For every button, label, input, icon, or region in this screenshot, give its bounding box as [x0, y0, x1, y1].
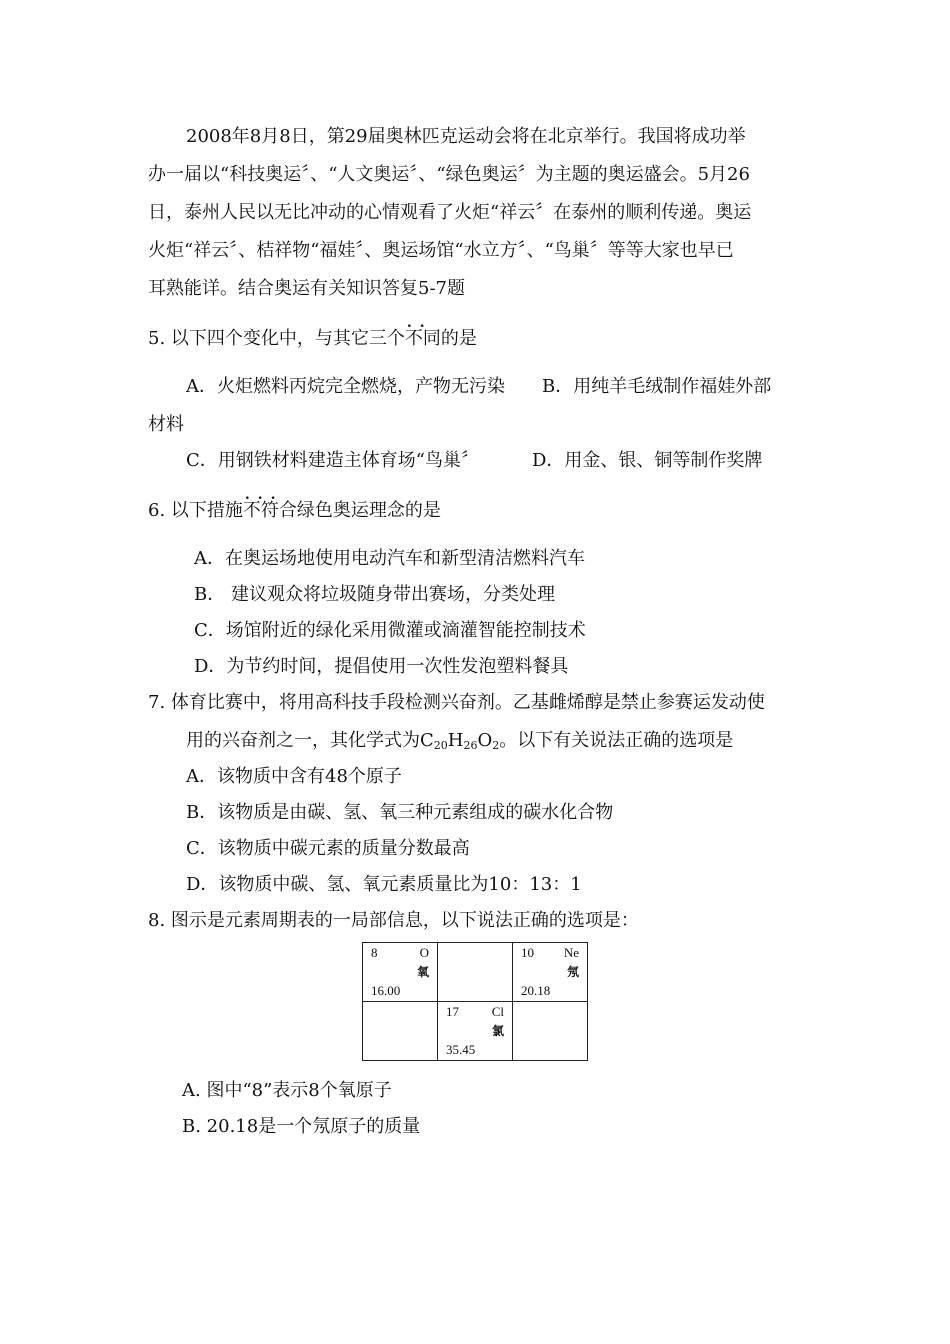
q5-stem-before: 5. 以下四个变化中，与其它三个: [148, 328, 405, 349]
q6-option-c: C．场馆附近的绿化采用微灌或滴灌智能控制技术: [194, 620, 586, 641]
q6-emphasis: [242, 487, 297, 522]
q7-option-b: B．该物质是由碳、氢、氧三种元素组成的碳水化合物: [186, 802, 614, 823]
neon-number: 10: [521, 945, 534, 960]
q7-stem-after: 。以下有关说法正确的选项是: [499, 730, 734, 751]
intro-line-5: 耳熟能详。结合奥运有关知识答复5-7题: [148, 278, 465, 299]
q5-emphasis: [404, 315, 441, 350]
formula-o-sub: 2: [492, 739, 500, 752]
q6-option-a: A．在奥运场地使用电动汽车和新型清洁燃料汽车: [194, 548, 585, 569]
q8-option-b: B. 20.18是一个氖原子的质量: [182, 1116, 421, 1137]
formula-c-sub: 20: [433, 739, 448, 752]
neon-symbol: Ne: [563, 945, 579, 960]
q5-option-b: B．用纯羊毛绒制作福娃外部: [542, 376, 772, 397]
intro-line-3: 日，泰州人民以无比冲动的心情观看了火炬“祥云〞在泰州的顺利传递。奥运: [148, 202, 752, 223]
neon-name: 氖: [566, 965, 579, 979]
formula-c: C: [420, 730, 434, 751]
q7-stem-line-2: [186, 730, 733, 752]
q5-option-d: D．用金、银、铜等制作奖牌: [532, 450, 763, 471]
q6-option-b: B． 建议观众将垃圾随身带出赛场，分类处理: [194, 584, 555, 605]
q6-emphasis-dots: ...: [244, 487, 284, 503]
neon-mass: 20.18: [521, 983, 551, 998]
element-cell-neon: [513, 943, 588, 1002]
q5-emphasis-text: 不同: [404, 328, 441, 349]
q6-emphasis-text: 不符合: [242, 500, 297, 521]
chlorine-symbol: Cl: [491, 1004, 504, 1019]
q6-stem-before: 6. 以下措施: [148, 500, 243, 521]
oxygen-number: 8: [371, 945, 378, 960]
chemical-formula: [420, 730, 499, 751]
formula-h-sub: 26: [463, 739, 478, 752]
q7-option-c: C．该物质中碳元素的质量分数最高: [186, 838, 470, 859]
oxygen-name: 氧: [416, 965, 429, 979]
q7-stem-before: 用的兴奋剂之一，其化学式为: [186, 730, 420, 751]
oxygen-symbol: O: [419, 945, 429, 960]
element-cell-empty-3: [513, 1002, 588, 1061]
intro-line-2: 办一届以“科技奥运〞、“人文奥运〞、“绿色奥运〞为主题的奥运盛会。5月26: [148, 164, 750, 185]
q5-stem: [148, 315, 477, 350]
periodic-table-excerpt: [362, 942, 588, 1061]
q8-stem: 8. 图示是元素周期表的一局部信息，以下说法正确的选项是：: [148, 910, 639, 931]
q6-stem-after: 绿色奥运理念的是: [296, 500, 441, 521]
chlorine-name: 氯: [491, 1024, 504, 1038]
element-cell-empty-1: [438, 943, 513, 1002]
element-cell-oxygen: [363, 943, 438, 1002]
q7-option-d: D．该物质中碳、氢、氧元素质量比为10：13：1: [186, 874, 582, 895]
q5-option-b-cont: 材料: [148, 414, 184, 435]
q5-option-a: A．火炬燃料丙烷完全燃烧，产物无污染: [186, 376, 505, 397]
intro-line-4: 火炬“祥云〞、桔祥物“福娃〞、奥运场馆“水立方〞、“鸟巢〞等等大家也早已: [148, 240, 734, 261]
element-cell-chlorine: [438, 1002, 513, 1061]
q8-option-a: A. 图中“8”表示8个氧原子: [182, 1080, 392, 1101]
q6-option-d: D．为节约时间，提倡使用一次性发泡塑料餐具: [194, 656, 569, 677]
q7-stem-line-1: 7. 体育比赛中，将用高科技手段检测兴奋剂。乙基雌烯醇是禁止参赛运发动使: [148, 692, 765, 713]
chlorine-number: 17: [446, 1004, 459, 1019]
formula-h: H: [447, 730, 464, 751]
chlorine-mass: 35.45: [446, 1042, 476, 1057]
q5-emphasis-dots: ..: [406, 315, 433, 331]
q7-option-a: A．该物质中含有48个原子: [186, 766, 402, 787]
q6-stem: [148, 487, 441, 522]
formula-o: O: [477, 730, 493, 751]
intro-line-1: 2008年8月8日，第29届奥林匹克运动会将在北京举行。我国将成功举: [186, 126, 746, 147]
element-cell-empty-2: [363, 1002, 438, 1061]
q5-stem-after: 的是: [440, 328, 477, 349]
oxygen-mass: 16.00: [371, 983, 401, 998]
q5-option-c: C．用钢铁材料建造主体育场“鸟巢〞: [186, 450, 479, 471]
